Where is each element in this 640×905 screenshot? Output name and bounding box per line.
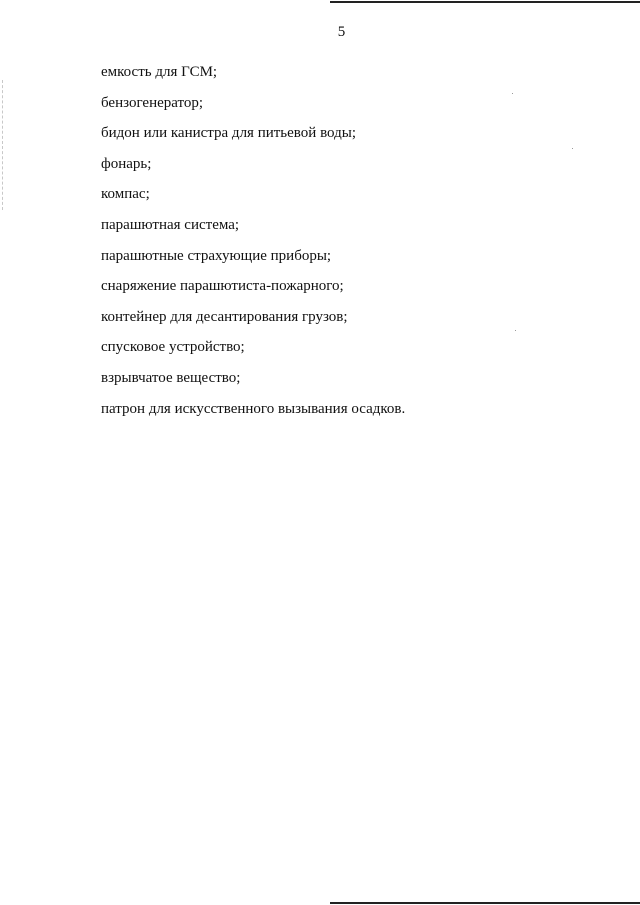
- list-item: фонарь;: [101, 155, 152, 172]
- equipment-list: [101, 62, 405, 429]
- list-item: компас;: [101, 186, 150, 203]
- scan-edge-bottom: [330, 902, 640, 904]
- list-item: спусковое устройство;: [101, 339, 245, 356]
- list-item: бидон или канистра для питьевой воды;: [101, 125, 356, 142]
- list-item: взрывчатое вещество;: [101, 369, 241, 386]
- list-item: парашютные страхующие приборы;: [101, 247, 332, 264]
- list-item: снаряжение парашютиста-пожарного;: [101, 278, 344, 295]
- scan-edge-top: [330, 1, 640, 3]
- page-number: 5: [337, 24, 346, 40]
- scan-speck: [515, 330, 516, 331]
- list-item: емкость для ГСМ;: [101, 64, 218, 80]
- list-item: парашютная система;: [101, 216, 240, 233]
- list-item: контейнер для десантирования грузов;: [101, 308, 348, 325]
- list-item: патрон для искусственного вызывания осадков.: [101, 400, 406, 417]
- scan-speck: [512, 93, 513, 94]
- list-item: бензогенератор;: [101, 94, 204, 111]
- scan-edge-left: [2, 80, 4, 210]
- scan-speck: [572, 148, 573, 149]
